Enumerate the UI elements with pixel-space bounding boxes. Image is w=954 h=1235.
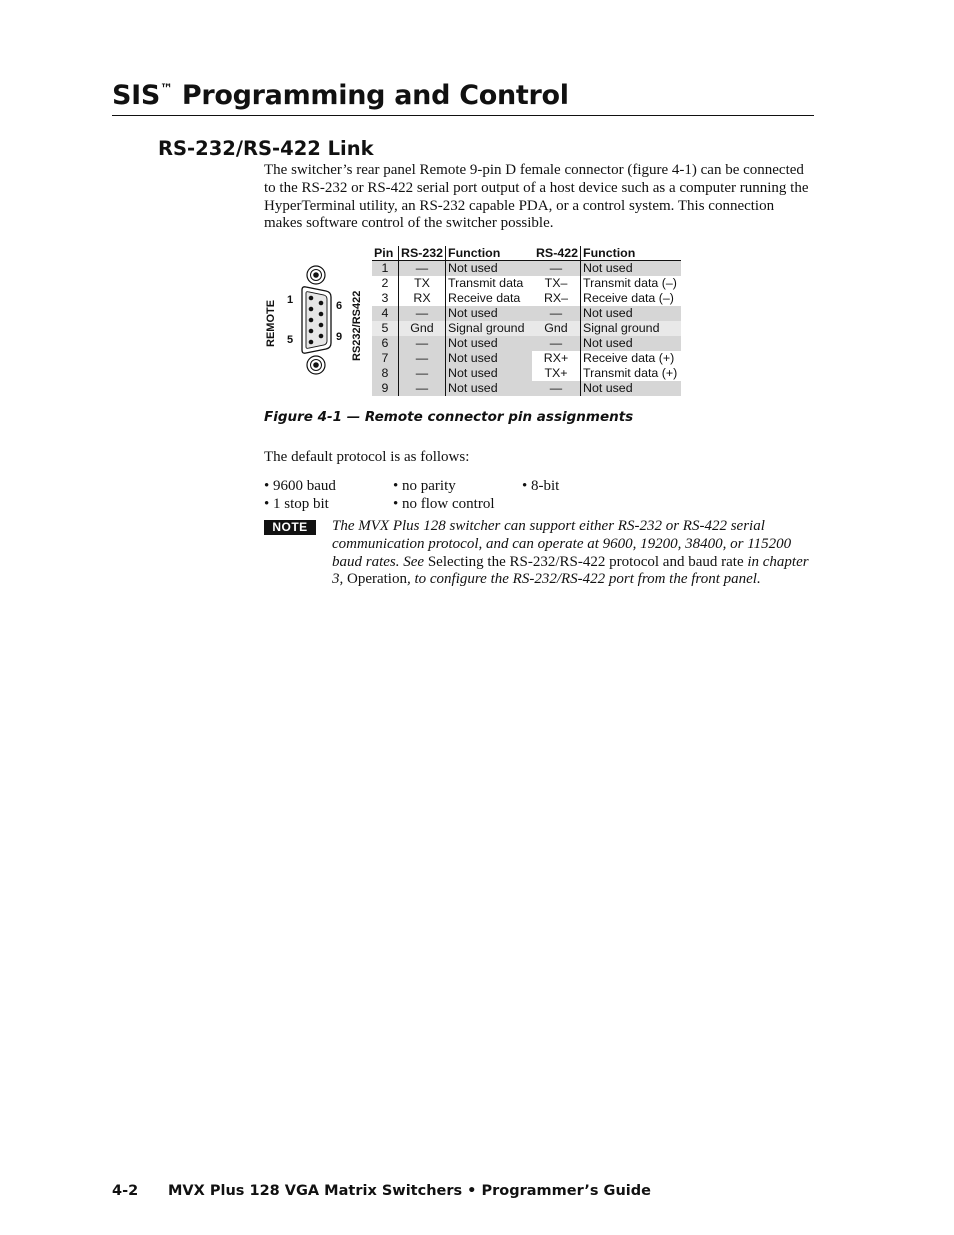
rs232-function: Not used (446, 366, 533, 381)
pin-assignment-table (372, 246, 681, 396)
page-number: 4-2 (112, 1183, 139, 1199)
connector-diagram (262, 255, 377, 380)
pin-9-label: 9 (336, 331, 343, 343)
list-item: • 1 stop bit (264, 496, 329, 512)
protocol-intro: The default protocol is as follows: (264, 449, 470, 465)
rs232-signal: — (399, 306, 446, 321)
figure-caption: Figure 4-1 — Remote connector pin assignments (264, 409, 634, 425)
list-item: • 9600 baud (264, 478, 336, 494)
header-rs232-function: Function (446, 246, 533, 261)
note-text-part: in chapter 3, (332, 553, 809, 588)
rs232-function: Not used (446, 381, 533, 396)
page-footer (112, 1183, 651, 1199)
table-row (372, 261, 681, 277)
table-row (372, 276, 681, 291)
list-item: • no flow control (393, 496, 495, 512)
rs232-function: Not used (446, 306, 533, 321)
pin-number: 8 (372, 366, 399, 381)
rs232-function: Not used (446, 261, 533, 277)
rs232-signal: Gnd (399, 321, 446, 336)
header-rs422: RS-422 (532, 246, 581, 261)
list-item: • no parity (393, 478, 456, 494)
header-rs422-function: Function (581, 246, 682, 261)
pin-number: 9 (372, 381, 399, 396)
mounting-screw-top-icon (307, 266, 325, 284)
pin-number: 6 (372, 336, 399, 351)
rs422-signal: — (532, 381, 581, 396)
note-reference-chapter: Operation (347, 571, 407, 588)
rs232-function: Signal ground (446, 321, 533, 336)
pin-6-label: 6 (336, 300, 343, 312)
rs232-signal: TX (399, 276, 446, 291)
chapter-rule (112, 115, 814, 116)
pin-number: 2 (381, 276, 389, 290)
rs232-signal: — (399, 381, 446, 396)
note-text-part: , to configure the RS-232/RS-422 port from the front panel. (406, 571, 761, 588)
section-intro: The switcher’s rear panel Remote 9-pin D female connector (figure 4-1) can be connected to the RS-232 or RS-422 serial port output of a host device such as a computer running the HyperTerminal utility, an RS-232 capable PDA, or a control system. This connection makes software control of the switcher possible. (264, 162, 809, 232)
rs232-signal: — (399, 261, 446, 277)
pin-number: 3 (381, 291, 389, 305)
note-text (332, 518, 820, 589)
rs422-signal: — (532, 306, 581, 321)
note-reference-section: Selecting the RS-232/RS-422 protocol and baud rate (427, 553, 744, 570)
rs422-signal: Gnd (532, 321, 581, 336)
note-text-part: The MVX Plus 128 switcher can support either RS-232 or RS-422 serial communication protocol, and can operate at 9600, 19200, 38400, or 115200 baud rates. See (332, 518, 792, 570)
rs232-function: Receive data (446, 291, 533, 306)
pin-5-label: 5 (287, 334, 294, 346)
rs422-function: Not used (581, 381, 682, 396)
table-row (372, 306, 681, 321)
note-badge: NOTE (264, 520, 316, 535)
port-label: RS232/RS422 (351, 290, 363, 361)
pin-number: 1 (372, 261, 399, 277)
d-sub-connector-icon (302, 287, 331, 353)
rs422-function: Not used (581, 306, 682, 321)
rs232-function: Transmit data (446, 276, 533, 291)
list-item: • 8-bit (522, 478, 560, 494)
header-pin: Pin (372, 246, 399, 261)
rs232-signal: — (399, 336, 446, 351)
rs422-function: Receive data (–) (581, 291, 682, 306)
rs232-signal: — (399, 351, 446, 366)
rs422-function: Not used (581, 261, 682, 277)
chapter-title-rest: Programming and Control (172, 80, 569, 111)
pin-1-label: 1 (287, 294, 294, 306)
rs422-function: Not used (581, 336, 682, 351)
rs232-function: Not used (446, 336, 533, 351)
rs232-signal: — (399, 366, 446, 381)
table-row (372, 351, 681, 366)
rs422-signal: — (532, 336, 581, 351)
chapter-title (112, 80, 569, 111)
chapter-title-main: SIS (112, 80, 161, 111)
rs422-signal: TX– (544, 276, 568, 290)
table-header-row (372, 246, 681, 261)
rs422-signal: RX– (543, 291, 569, 305)
rs422-signal: RX+ (532, 351, 581, 366)
table-row (372, 291, 681, 306)
rs422-signal: — (532, 261, 581, 277)
remote-label: REMOTE (265, 299, 277, 347)
table-row (372, 381, 681, 396)
header-rs232: RS-232 (399, 246, 446, 261)
section-title: RS-232/RS-422 Link (158, 137, 374, 160)
rs422-function: Transmit data (+) (581, 366, 682, 381)
rs422-function: Signal ground (581, 321, 682, 336)
rs232-signal: RX (399, 291, 446, 306)
rs232-function: Not used (446, 351, 533, 366)
mounting-screw-bottom-icon (307, 356, 325, 374)
table-row (372, 321, 681, 336)
rs422-function: Transmit data (–) (581, 276, 682, 291)
rs422-signal: TX+ (532, 366, 581, 381)
table-row (372, 366, 681, 381)
pin-number: 4 (372, 306, 399, 321)
pin-number: 7 (372, 351, 399, 366)
guide-title: MVX Plus 128 VGA Matrix Switchers • Programmer’s Guide (168, 1183, 651, 1199)
table-row (372, 336, 681, 351)
rs422-function: Receive data (+) (581, 351, 682, 366)
trademark-symbol: ™ (160, 82, 173, 97)
pin-number: 5 (372, 321, 399, 336)
